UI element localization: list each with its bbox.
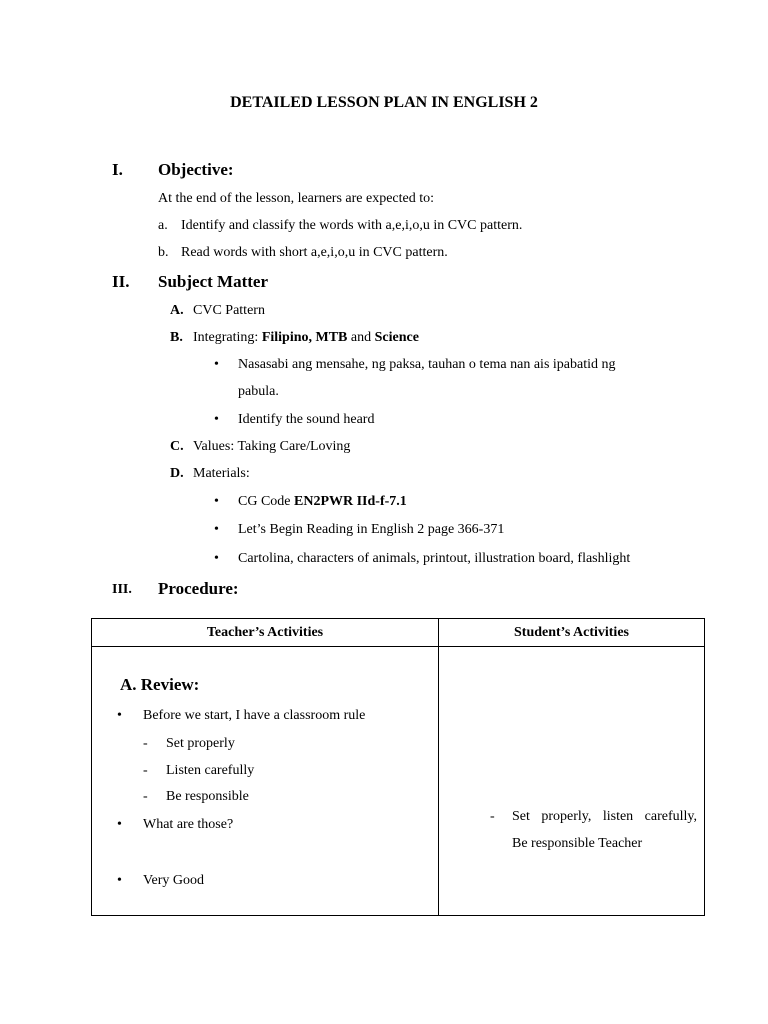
teacher-rule-1: Set properly [166,736,235,751]
cg-code-prefix: CG Code [238,494,294,509]
student-response-line-2: Be responsible Teacher [512,836,643,851]
integrating-bullet-1: Nasasabi ang mensahe, ng paksa, tauhan o tema nan ais ipabatid ng [238,357,616,372]
integrating-science: Science [374,330,419,345]
section-heading-objective: Objective: [158,160,234,179]
dash-marker: - [143,763,148,778]
objective-item-b: Read words with short a,e,i,o,u in CVC pattern. [181,245,448,260]
section-heading-subject: Subject Matter [158,272,268,291]
integrating-prefix: Integrating: [193,330,262,345]
subject-marker-d: D. [170,466,184,481]
section-number-objective: I. [112,160,123,179]
subject-item-a: CVC Pattern [193,303,265,318]
dash-marker: - [143,789,148,804]
materials-bullet-book: Let’s Begin Reading in English 2 page 366-371 [238,522,505,537]
materials-bullet-items: Cartolina, characters of animals, printout, illustration board, flashlight [238,551,631,566]
subject-item-c: Values: Taking Care/Loving [193,439,351,454]
bullet-icon: • [214,412,219,427]
teacher-rule-intro: Before we start, I have a classroom rule [143,708,366,723]
bullet-icon: • [117,817,122,832]
bullet-icon: • [117,708,122,723]
review-heading: A. Review: [120,675,200,694]
teacher-rule-2: Listen carefully [166,763,255,778]
subject-marker-b: B. [170,330,183,345]
bullet-icon: • [117,873,122,888]
objective-marker-a: a. [158,218,168,233]
subject-marker-c: C. [170,439,184,454]
dash-marker: - [490,809,495,824]
student-response-line-1: Set properly, listen carefully, [512,809,697,824]
teacher-question: What are those? [143,817,234,832]
bullet-icon: • [214,494,219,509]
column-header-teacher: Teacher’s Activities [92,619,439,647]
dash-marker: - [143,736,148,751]
integrating-filipino-mtb: Filipino, MTB [261,330,348,345]
teacher-activities-cell [92,647,439,916]
teacher-praise: Very Good [143,873,205,888]
section-number-subject: II. [112,272,130,291]
subject-item-b [193,330,419,346]
cg-code-value: EN2PWR IId-f-7.1 [294,494,407,509]
materials-cg-code [238,494,407,510]
integrating-and: and [347,330,375,345]
integrating-bullet-2: Identify the sound heard [238,412,375,427]
integrating-bullet-1-cont: pabula. [238,384,279,399]
subject-marker-a: A. [170,303,184,318]
section-number-procedure: III. [112,582,132,597]
student-activities-cell [439,647,705,916]
bullet-icon: • [214,357,219,372]
page-title: DETAILED LESSON PLAN IN ENGLISH 2 [230,94,538,111]
bullet-icon: • [214,551,219,566]
objective-intro: At the end of the lesson, learners are expected to: [158,191,435,206]
section-heading-procedure: Procedure: [158,579,239,598]
objective-marker-b: b. [158,245,169,260]
bullet-icon: • [214,522,219,537]
subject-item-d: Materials: [193,466,250,481]
objective-item-a: Identify and classify the words with a,e,i,o,u in CVC pattern. [181,218,523,233]
teacher-rule-3: Be responsible [166,789,249,804]
column-header-student: Student’s Activities [439,619,705,647]
procedure-table [91,618,705,916]
